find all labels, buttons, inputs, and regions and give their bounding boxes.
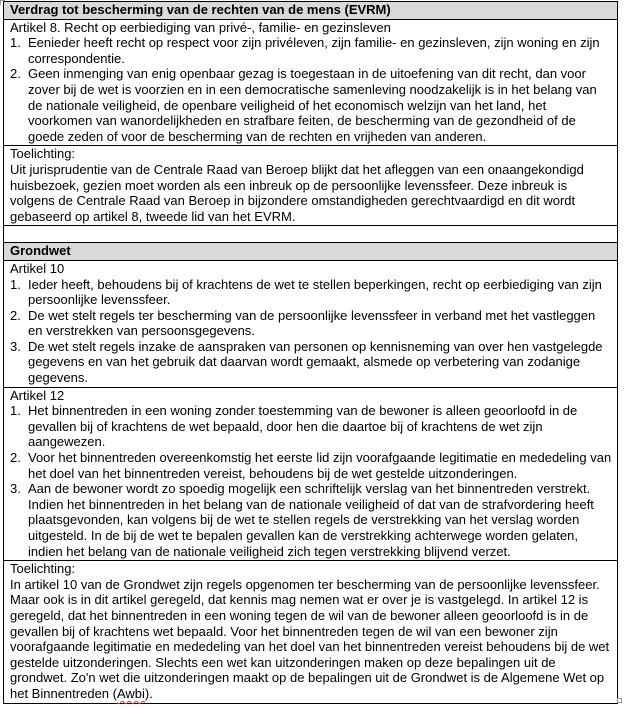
article-title: Artikel 12 [10, 387, 65, 403]
list-item-text: Aan de bewoner wordt zo spoedig mogelijk een schriftelijk verslag van het binnentreden verstrekt. Indien het binnentreden in het belang van de nationale veiligheid of dat van de strafvordering heeft plaatsgevonden, kan volgens bij de wet te stellen regels de verstrekking van het verslag worden uitgesteld. In de bij de wet te bepalen gevallen kan de verstrekking achterwege worden gelaten, indien het belang van de nationale veiligheid zich tegen verstrekking blijvend verzet. [28, 481, 594, 559]
table-row [4, 19, 618, 146]
list-number: 2. [10, 307, 21, 323]
list-number: 1. [10, 276, 21, 292]
article-title: Artikel 10 [10, 260, 65, 276]
toelichting-evrm-cell [4, 146, 618, 226]
list-item [10, 277, 612, 308]
toelichting-label: Toelichting: [10, 146, 76, 162]
list-item [10, 66, 612, 144]
article-10-list [10, 277, 612, 386]
list-number: 3. [10, 481, 21, 497]
list-item-text: Ieder heeft, behoudens bij of krachtens de wet te stellen beperkingen, recht op eerbiediging van zijn persoonlijke levenssfeer. [28, 276, 602, 308]
list-item-text: Eenieder heeft recht op respect voor zijn privéleven, zijn familie- en gezinsleven, zijn woning en zijn correspondentie. [28, 35, 600, 66]
article-title: Artikel 8. Recht op eerbiediging van privé-, familie- en gezinsleven [10, 19, 391, 35]
list-item [10, 450, 612, 481]
empty-spacer-cell [4, 226, 618, 243]
toelichting-text [10, 577, 612, 702]
table-row [4, 2, 618, 20]
list-number: 2. [10, 66, 21, 82]
spellcheck-flagged-word[interactable]: Awbi [116, 685, 145, 701]
legal-text-table [3, 1, 618, 704]
table-row [4, 561, 618, 703]
table-row [4, 226, 618, 243]
toelichting-label: Toelichting: [10, 561, 76, 577]
list-item-text: De wet stelt regels ter bescherming van de persoonlijke levenssfeer in verband met het vastleggen en verstrekken van persoonsgegevens. [28, 307, 596, 339]
article-12-cell [4, 387, 618, 561]
list-item-text: De wet stelt regels inzake de aanspraken van personen op kennisneming van over hen vastgelegde gegevens en van het gebruik dat daarvan wordt gemaakt, alsmede op verbetering van zodanige gegevens. [28, 338, 603, 386]
article-8-cell [4, 19, 618, 146]
table-row [4, 260, 618, 387]
table-row [4, 387, 618, 561]
toelichting-text-main: In artikel 10 van de Grondwet zijn regels opgenomen ter bescherming van de persoonlijke levenssfeer. Maar ook is in dit artikel geregeld, dat kennis mag nemen wat er over je is vastgelegd. In artikel 12 is geregeld, dat het binnentreden in een woning tegen de wil van de bewoner alleen geoorloofd is in de gevallen bij of krachtens wet bepaald. Voor het binnentreden tegen de wil van een bewoner zijn voorafgaande legitimatie en mededeling van het doel van het binnentreden vereist behoudens bij de wet gestelde uitzonderingen. Slechts een wet kan uitzonderingen maken op deze bepalingen uit de grondwet. Zo'n wet die uitzonderingen maakt op de bepalingen uit de Grondwet is de Algemene Wet op het Binnentreden ( [10, 576, 610, 701]
toelichting-text-end: ). [144, 685, 153, 701]
list-item [10, 308, 612, 339]
list-number: 1. [10, 35, 21, 51]
article-8-list [10, 35, 612, 144]
section-header-evrm: Verdrag tot bescherming van de rechten van de mens (EVRM) [4, 2, 618, 20]
list-item [10, 403, 612, 450]
table-row [4, 146, 618, 226]
list-item-text: Het binnentreden in een woning zonder toestemming van de bewoner is alleen geoorloofd in de gevallen bij of krachtens de wet bepaald, door hen die daartoe bij of krachtens de wet zijn aangewezen. [28, 403, 578, 450]
article-10-cell [4, 260, 618, 387]
list-item-text: Geen inmenging van enig openbaar gezag is toegestaan in de uitoefening van dit recht, dan voor zover bij de wet is voorzien en in een democratische samenleving noodzakelijk is in het belang van de nationale veiligheid, de openbare veiligheid of het economisch welzijn van het land, het voorkomen van wanordelijkheden en strafbare feiten, de bescherming van de gezondheid of de goede zeden of voor de bescherming van de rechten en vrijheden van anderen. [28, 66, 597, 144]
section-header-grondwet: Grondwet [4, 243, 618, 261]
list-item [10, 35, 612, 66]
table-resize-handle-icon[interactable] [617, 698, 622, 703]
list-number: 3. [10, 338, 21, 354]
list-item [10, 339, 612, 386]
toelichting-text: Uit jurisprudentie van de Centrale Raad van Beroep blijkt dat het afleggen van een onaangekondigd huisbezoek, gezien moet worden als een inbreuk op de persoonlijke levenssfeer. Deze inbreuk is volgens de Centrale Raad van Beroep in bijzondere omstandigheden gerechtvaardigd en dit wordt gebaseerd op artikel 8, tweede lid van het EVRM. [10, 161, 584, 224]
list-number: 1. [10, 403, 21, 419]
list-number: 2. [10, 450, 21, 466]
toelichting-grondwet-cell [4, 561, 618, 703]
list-item-text: Voor het binnentreden overeenkomstig het eerste lid zijn voorafgaande legitimatie en mededeling van het doel van het binnentreden vereist, behoudens bij de wet gestelde uitzonderingen. [28, 450, 612, 481]
list-item [10, 481, 612, 559]
table-row [4, 243, 618, 261]
article-12-list [10, 403, 612, 559]
